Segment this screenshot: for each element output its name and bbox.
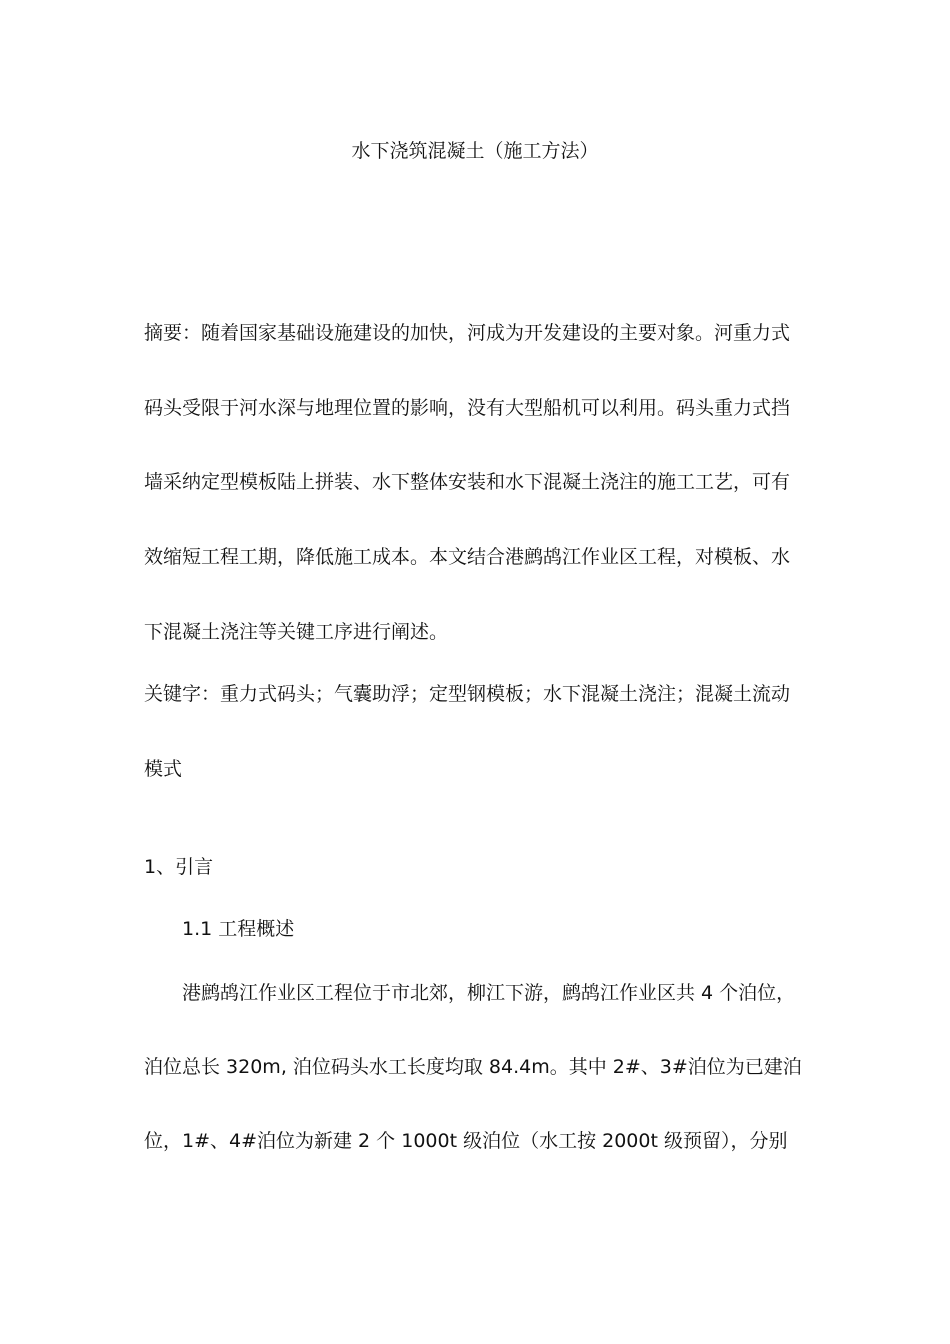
abstract-line: 摘要：随着国家基础设施建设的加快，河成为开发建设的主要对象。河重力式 bbox=[144, 322, 791, 344]
abstract-line: 效缩短工程工期，降低施工成本。本文结合港鹧鸪江作业区工程，对模板、水 bbox=[144, 546, 791, 568]
subsection-heading: 1.1 工程概述 bbox=[182, 918, 295, 940]
section-heading: 1、引言 bbox=[144, 856, 214, 878]
keywords-line: 关键字：重力式码头；气囊助浮；定型钢模板；水下混凝土浇注；混凝土流动 bbox=[144, 683, 791, 705]
body-paragraph-line: 泊位总长 320m, 泊位码头水工长度均取 84.4m。其中 2#、3#泊位为已建泊 bbox=[144, 1056, 802, 1078]
document-title: 水下浇筑混凝土（施工方法） bbox=[351, 140, 599, 162]
body-paragraph-line: 位，1#、4#泊位为新建 2 个 1000t 级泊位（水工按 2000t 级预留），分别 bbox=[144, 1130, 788, 1152]
keywords-line: 模式 bbox=[144, 758, 183, 780]
abstract-line: 墙采纳定型模板陆上拼装、水下整体安装和水下混凝土浇注的施工工艺，可有 bbox=[144, 471, 791, 493]
body-paragraph-line: 港鹧鸪江作业区工程位于市北郊，柳江下游，鹧鸪江作业区共 4 个泊位， bbox=[182, 982, 796, 1004]
abstract-line: 下混凝土浇注等关键工序进行阐述。 bbox=[144, 621, 449, 643]
abstract-line: 码头受限于河水深与地理位置的影响，没有大型船机可以利用。码头重力式挡 bbox=[144, 397, 791, 419]
